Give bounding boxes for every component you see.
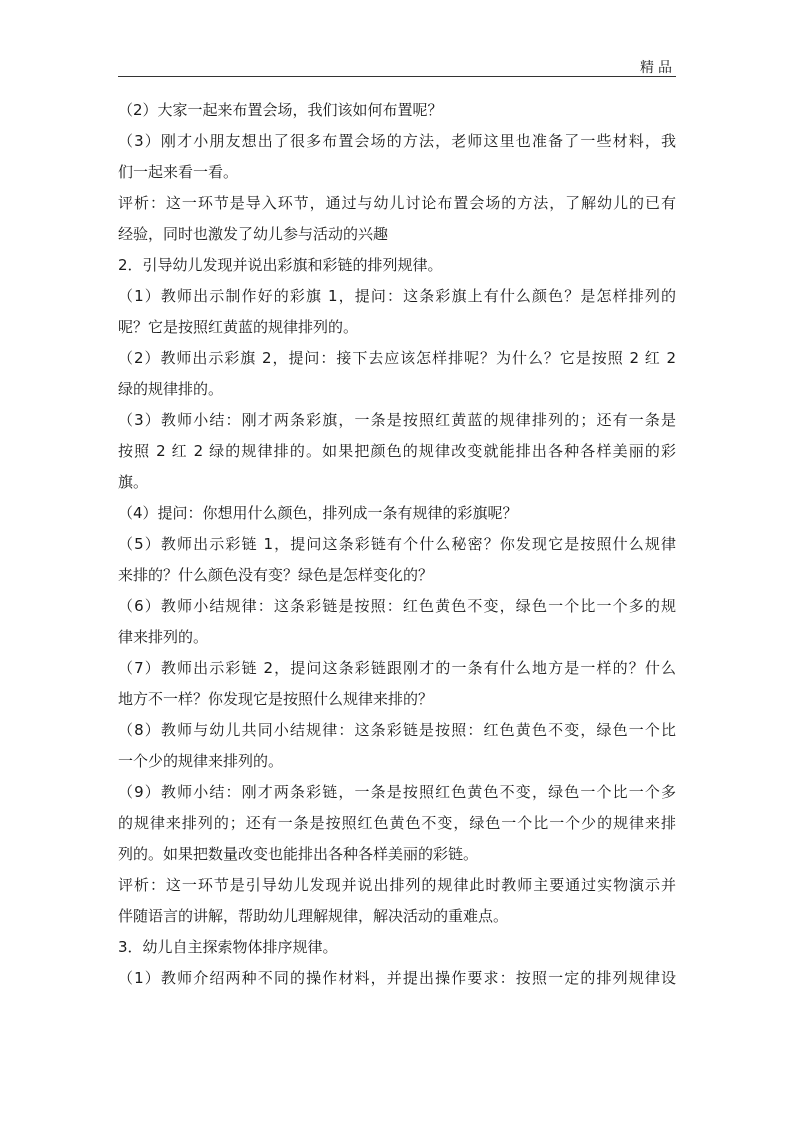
text-line: （3）刚才小朋友想出了很多布置会场的方法，老师这里也准备了一些材料，我 bbox=[118, 132, 676, 150]
text-line: （5）教师出示彩链 1，提问这条彩链有个什么秘密？你发现它是按照什么规律 bbox=[118, 535, 676, 553]
text-line: （6）教师小结规律：这条彩链是按照：红色黄色不变，绿色一个比一个多的规 bbox=[118, 597, 676, 615]
text-line: 旗。 bbox=[118, 473, 149, 491]
text-line: 评析：这一环节是引导幼儿发现并说出排列的规律此时教师主要通过实物演示并 bbox=[118, 876, 676, 894]
text-line: 来排的？什么颜色没有变？绿色是怎样变化的？ bbox=[118, 566, 434, 584]
text-line: 地方不一样？你发现它是按照什么规律来排的？ bbox=[118, 690, 434, 708]
text-line: 2．引导幼儿发现并说出彩旗和彩链的排列规律。 bbox=[118, 256, 443, 274]
text-line: 绿的规律排的。 bbox=[118, 380, 224, 398]
text-line: （4）提问：你想用什么颜色，排列成一条有规律的彩旗呢？ bbox=[118, 504, 518, 522]
text-line: 一个少的规律来排列的。 bbox=[118, 752, 284, 770]
text-line: 经验，同时也激发了幼儿参与活动的兴趣 bbox=[118, 225, 389, 243]
text-line: （1）教师出示制作好的彩旗 1，提问：这条彩旗上有什么颜色？是怎样排列的 bbox=[118, 287, 676, 305]
text-line: （1）教师介绍两种不同的操作材料，并提出操作要求：按照一定的排列规律设 bbox=[118, 969, 676, 987]
text-line: （2）教师出示彩旗 2，提问：接下去应该怎样排呢？为什么？它是按照 2 红 2 bbox=[118, 349, 676, 367]
header-divider bbox=[118, 76, 676, 77]
text-line: （7）教师出示彩链 2，提问这条彩链跟刚才的一条有什么地方是一样的？什么 bbox=[118, 659, 676, 677]
text-line: （8）教师与幼儿共同小结规律：这条彩链是按照：红色黄色不变，绿色一个比 bbox=[118, 721, 676, 739]
text-line: 列的。如果把数量改变也能排出各种各样美丽的彩链。 bbox=[118, 845, 479, 863]
text-line: 呢？它是按照红黄蓝的规律排列的。 bbox=[118, 318, 359, 336]
text-line: 伴随语言的讲解，帮助幼儿理解规律，解决活动的重难点。 bbox=[118, 907, 509, 925]
text-line: 按照 2 红 2 绿的规律排的。如果把颜色的规律改变就能排出各种各样美丽的彩 bbox=[118, 442, 676, 460]
text-line: 律来排列的。 bbox=[118, 628, 209, 646]
text-line: 评析：这一环节是导入环节，通过与幼儿讨论布置会场的方法，了解幼儿的已有 bbox=[118, 194, 676, 212]
document-body bbox=[118, 95, 676, 994]
text-line: （3）教师小结：刚才两条彩旗，一条是按照红黄蓝的规律排列的；还有一条是 bbox=[118, 411, 676, 429]
text-line: （2）大家一起来布置会场，我们该如何布置呢？ bbox=[118, 101, 443, 119]
text-line: （9）教师小结：刚才两条彩链，一条是按照红色黄色不变，绿色一个比一个多 bbox=[118, 783, 676, 801]
page-header-label: 精品 bbox=[640, 60, 676, 76]
text-line: 3．幼儿自主探索物体排序规律。 bbox=[118, 938, 338, 956]
text-line: 的规律来排列的；还有一条是按照红色黄色不变，绿色一个比一个少的规律来排 bbox=[118, 814, 676, 832]
text-line: 们一起来看一看。 bbox=[118, 163, 239, 181]
